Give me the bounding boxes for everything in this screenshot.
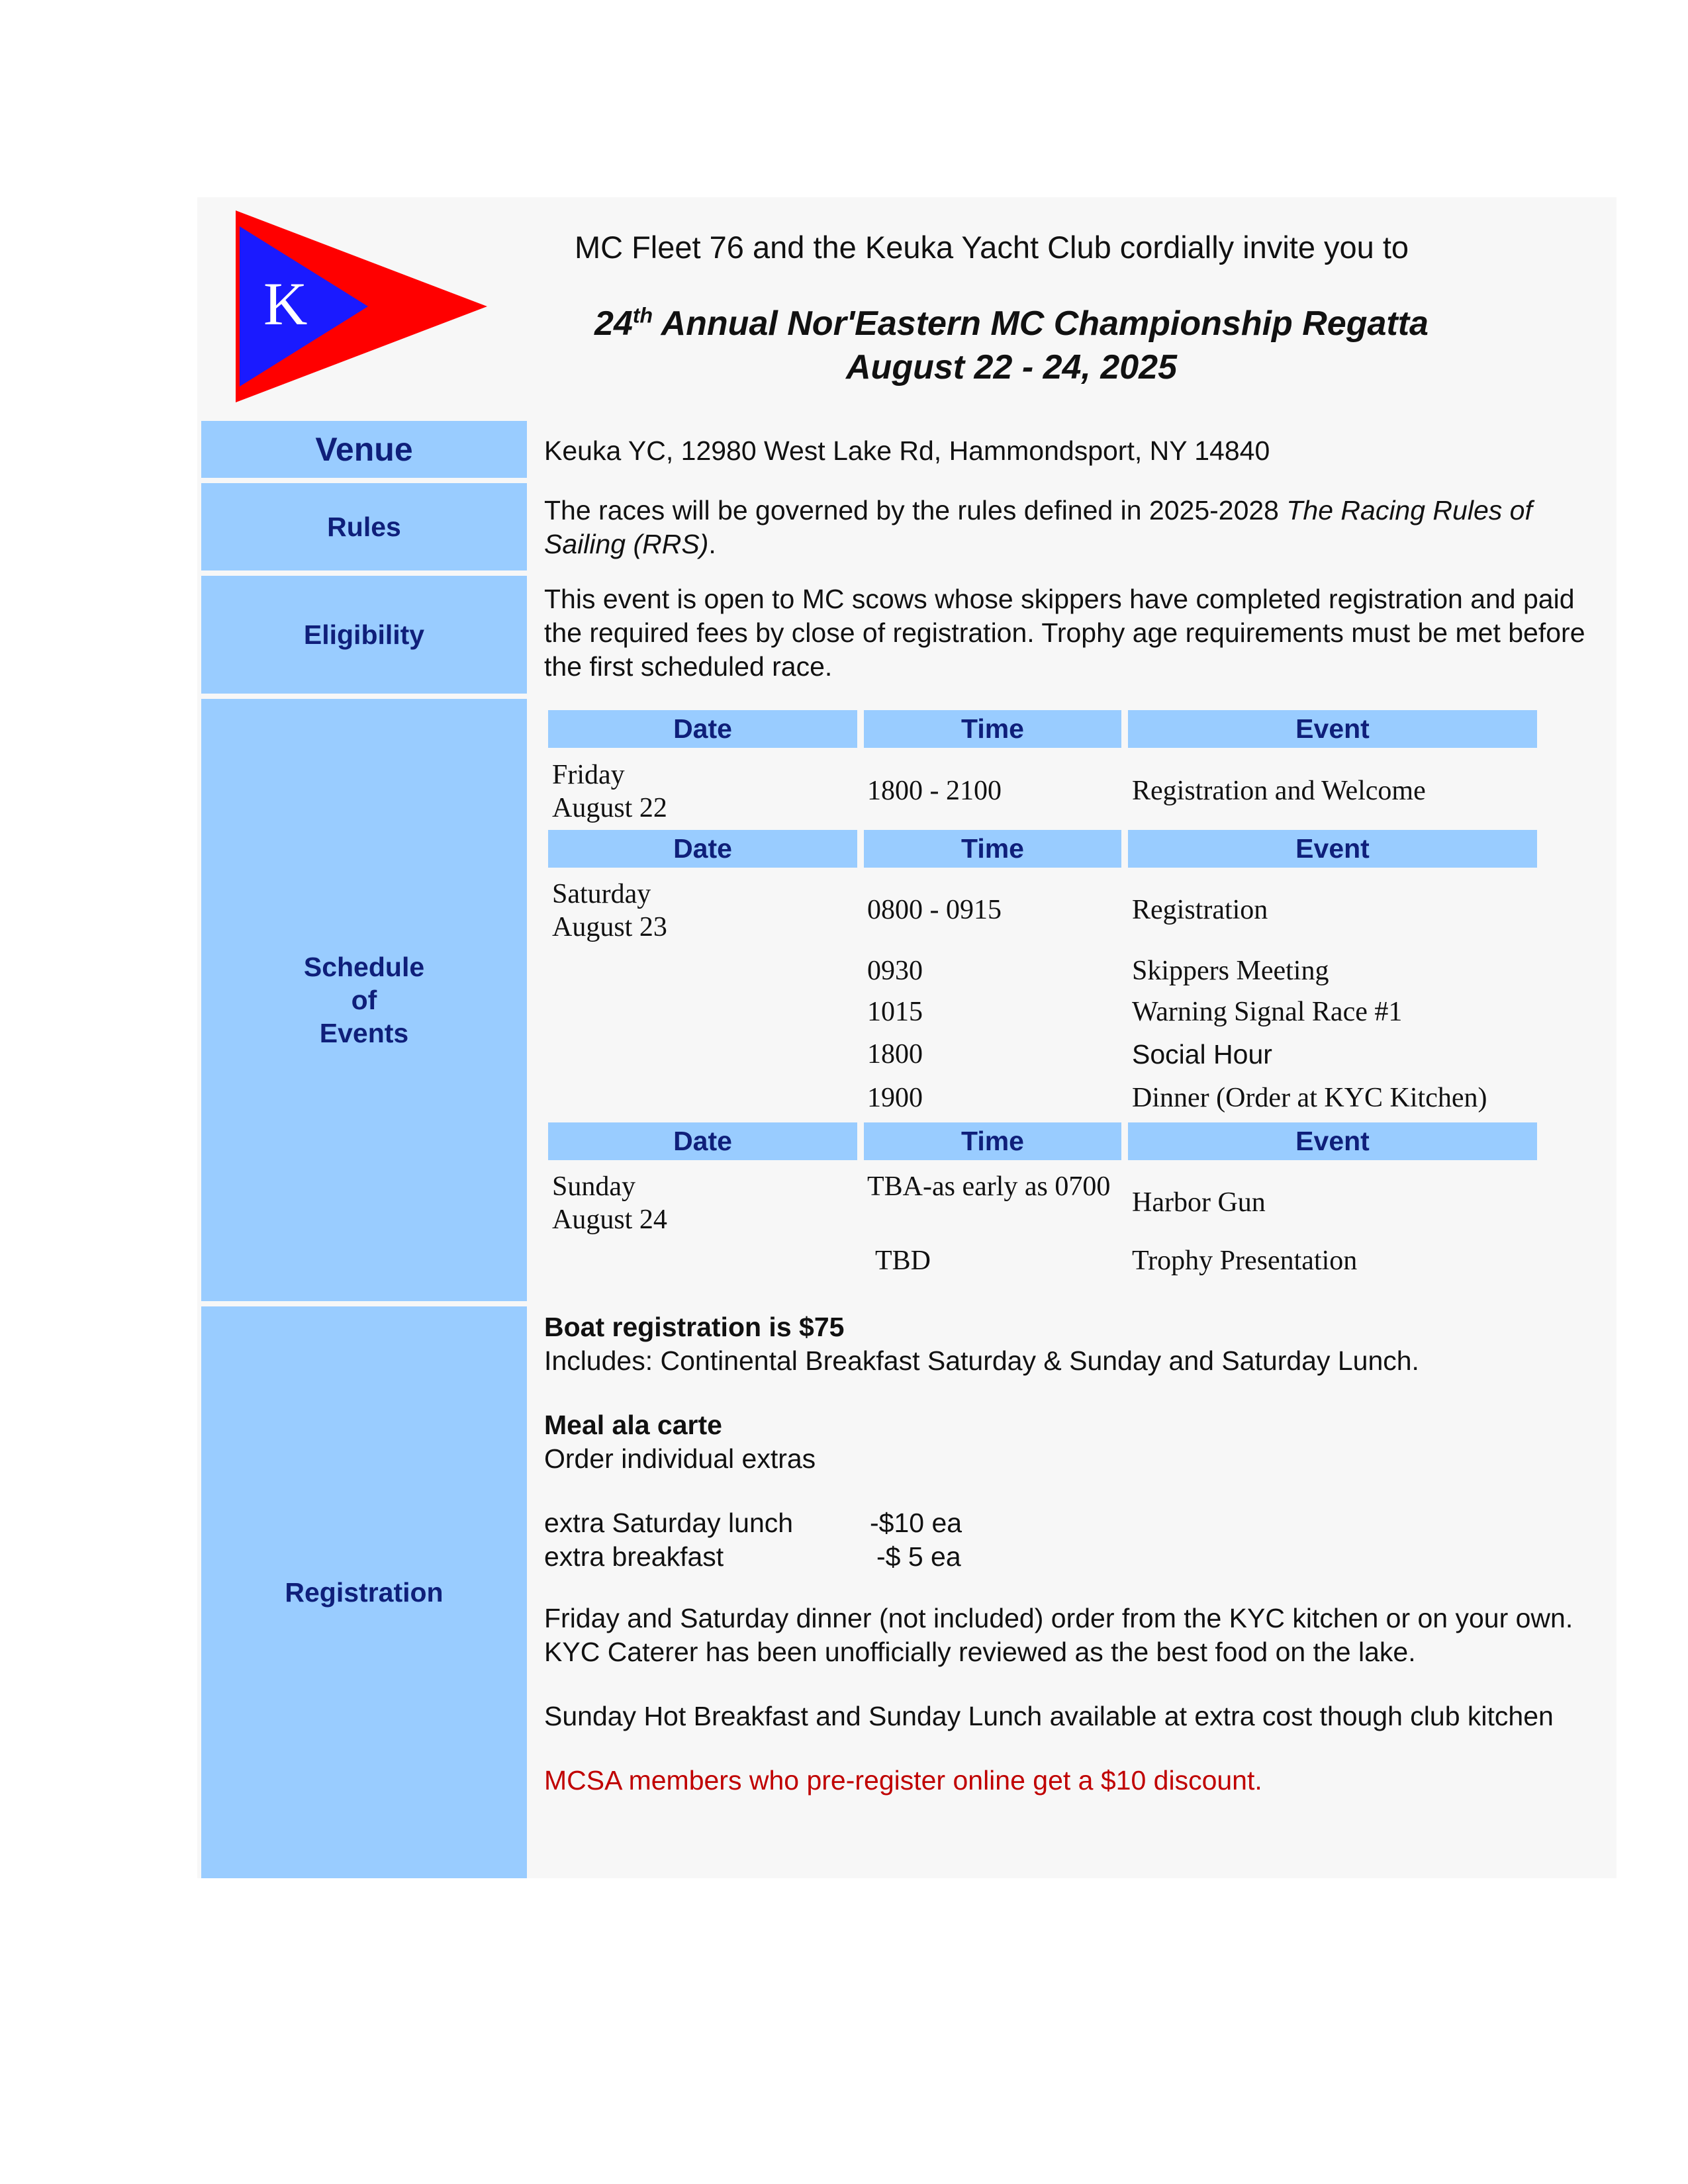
schedule-header-event: Event: [1128, 710, 1537, 748]
schedule-header-event: Event: [1128, 1122, 1537, 1160]
sunday-date: Sunday August 24: [552, 1171, 667, 1235]
saturday-date: Saturday August 23: [552, 879, 667, 942]
boat-registration-includes: Includes: Continental Breakfast Saturday & Sunday and Saturday Lunch.: [544, 1345, 1419, 1376]
schedule-time: 1800 - 2100: [867, 776, 1002, 806]
extra-breakfast-row: extra breakfast -$ 5 ea: [544, 1541, 961, 1572]
schedule-header-time: Time: [864, 710, 1121, 748]
registration-content: [544, 1310, 1603, 1797]
schedule-header-time: Time: [864, 1122, 1121, 1160]
friday-date: Friday August 22: [552, 760, 667, 823]
meal-title: Meal ala carte: [544, 1410, 722, 1440]
venue-label: Venue: [201, 421, 527, 478]
schedule-time: 1015: [867, 997, 923, 1027]
boat-registration-title: Boat registration is $75: [544, 1312, 845, 1342]
discount-note: MCSA members who pre-register online get a $10 discount.: [544, 1765, 1262, 1796]
invite-line: MC Fleet 76 and the Keuka Yacht Club cordially invite you to: [574, 230, 1409, 265]
schedule-event: Registration and Welcome: [1132, 776, 1426, 806]
dinner-note: Friday and Saturday dinner (not included) order from the KYC kitchen or on your own. KYC Caterer has been unofficially reviewed as the best food on the lake.: [544, 1603, 1573, 1667]
schedule-time: TBD: [875, 1246, 931, 1276]
schedule-header-date: Date: [548, 830, 857, 868]
schedule-time: 0930: [867, 956, 923, 986]
schedule-event: Dinner (Order at KYC Kitchen): [1132, 1083, 1487, 1113]
schedule-header-time: Time: [864, 830, 1121, 868]
schedule-header-date: Date: [548, 710, 857, 748]
schedule-event: Harbor Gun: [1132, 1187, 1266, 1218]
schedule-event: Registration: [1132, 895, 1268, 925]
registration-label: Registration: [201, 1306, 527, 1878]
venue-text: Keuka YC, 12980 West Lake Rd, Hammondsport, NY 14840: [544, 435, 1270, 466]
extra-lunch-row: extra Saturday lunch -$10 ea: [544, 1508, 962, 1538]
schedule-header-event: Event: [1128, 830, 1537, 868]
schedule-header-date: Date: [548, 1122, 857, 1160]
invitation-document: [197, 197, 1617, 1878]
rules-label: Rules: [201, 483, 527, 570]
rules-text: The races will be governed by the rules defined in 2025-2028 The Racing Rules of Sailing (RRS).: [544, 495, 1532, 559]
schedule-event: Trophy Presentation: [1132, 1246, 1358, 1276]
eligibility-label: Eligibility: [201, 576, 527, 694]
schedule-time: 1900: [867, 1083, 923, 1113]
schedule-time: TBA-as early as 0700: [867, 1171, 1111, 1202]
schedule-event: Social Hour: [1132, 1039, 1272, 1069]
regatta-dates: August 22 - 24, 2025: [846, 348, 1177, 387]
schedule-time: 1800: [867, 1039, 923, 1069]
schedule-label: Schedule of Events: [201, 699, 527, 1301]
eligibility-text: This event is open to MC scows whose skippers have completed registration and paid the required fees by close of registration. Trophy age requirements must be met before the first scheduled race.: [544, 584, 1585, 682]
schedule-time: 0800 - 0915: [867, 895, 1002, 925]
flag-letter: K: [263, 270, 308, 338]
schedule-event: Skippers Meeting: [1132, 956, 1329, 986]
regatta-title: 24th Annual Nor'Eastern MC Championship Regatta August 22 - 24, 2025: [436, 302, 1587, 389]
schedule-event: Warning Signal Race #1: [1132, 997, 1403, 1027]
meal-subtitle: Order individual extras: [544, 1443, 816, 1474]
sunday-note: Sunday Hot Breakfast and Sunday Lunch available at extra cost though club kitchen: [544, 1701, 1554, 1731]
